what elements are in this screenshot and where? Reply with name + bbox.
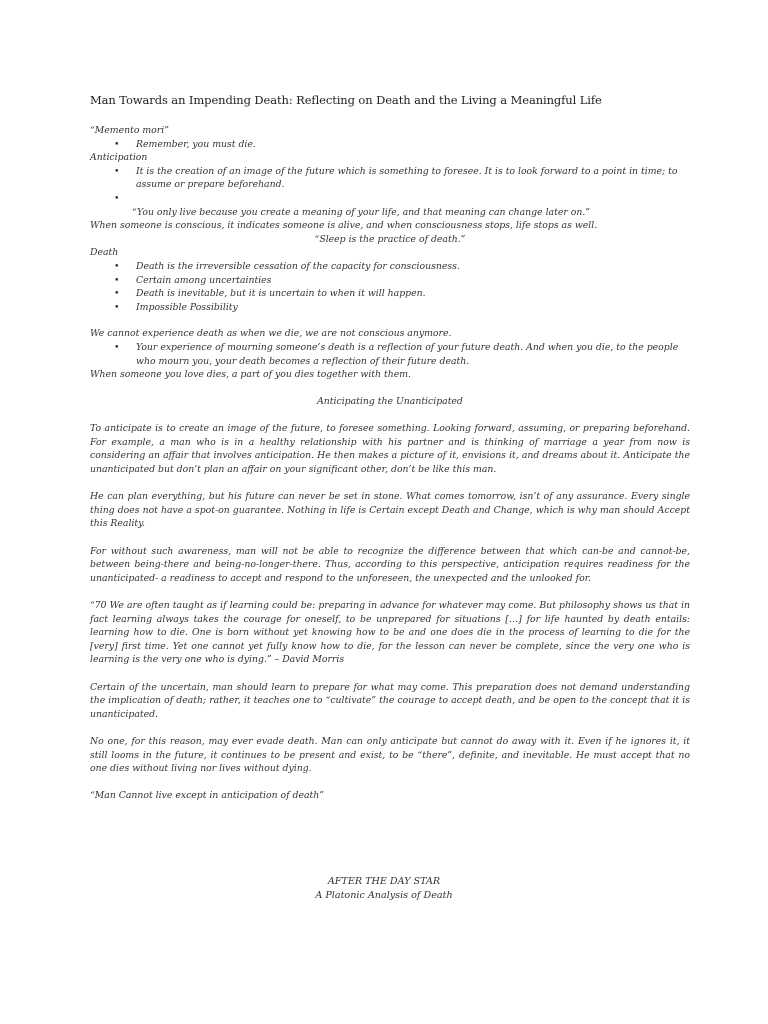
morris-quote-paragraph: “70 We are often taught as if learning could be: preparing in advance for whatever may come. But philosophy shows us that in fact learning always takes the courage for oneself, to be unprepared for situations […] for life haunted by death entails: learning how to die. One is born without yet knowing how to be and one does die in the process of learning to die for the [very] first time. Yet one cannot yet fully know how to die, for the lesson can never be complete, since the very one who is learning is the very one who is dying.” – David Morris: [90, 600, 690, 666]
paragraph: He can plan everything, but his future can never be set in stone. What comes tomorrow, isn’t of any assurance. Every single thing does not have a spot-on guarantee. Nothing in life is Certain except Death and Change, which is why man should Accept this Reality.: [90, 491, 690, 530]
document-title: Man Towards an Impending Death: Reflecting on Death and the Living a Meaningful Life: [90, 93, 602, 107]
anticipation-bullet: • It is the creation of an image of the future which is something to foresee. It is to look forward to a point in time; to assume or prepare beforehand.: [90, 165, 690, 192]
mourning-bullet: • Your experience of mourning someone’s death is a reflection of your future death. And when you die, to the people who mourn you, your death becomes a reflection of their future death.: [90, 341, 690, 368]
empty-bullet: [90, 192, 690, 206]
death-bullet-4: • Impossible Possibility: [90, 301, 690, 315]
section-heading: Anticipating the Unanticipated: [317, 395, 463, 407]
footer-subtitle: A Platonic Analysis of Death: [315, 889, 453, 901]
paragraph: No one, for this reason, may ever evade death. Man can only anticipate but cannot do away with it. Even if he ignores it, it still looms in the future, it continues to be present and exist, to be “there”, definite, and inevitable. He must accept that no one dies without living nor lives without dying.: [90, 735, 690, 775]
closing-quote: “Man Cannot live except in anticipation of death”: [90, 790, 324, 802]
paragraph: Certain of the uncertain, man should learn to prepare for what may come. This preparation does not demand understanding the implication of death; rather, it teaches one to “cultivate” the courage to accept death, and be open to the concept that it is unanticipated.: [90, 681, 690, 720]
death-bullet-2: • Certain among uncertainties: [90, 274, 690, 288]
death-bullet-1: • Death is the irreversible cessation of the capacity for consciousness.: [90, 260, 690, 274]
paragraph: For without such awareness, man will not be able to recognize the difference between that which can-be and cannot-be, between being-there and being-no-longer-there. Thus, according to this perspective, anticipation requires readiness for the unanticipated- a readiness to accept and respond to the unforeseen, the unexpected and the unlooked for.: [90, 545, 690, 584]
footer-title: AFTER THE DAY STAR: [327, 876, 441, 887]
memento-bullet: • Remember, you must die.: [90, 138, 690, 152]
footer: [0, 875, 768, 902]
death-label: Death: [90, 247, 119, 259]
death-line-1: We cannot experience death as when we die, we are not conscious anymore.: [90, 328, 452, 340]
death-line-2: When someone you love dies, a part of you dies together with them.: [90, 369, 411, 381]
anticipation-label: Anticipation: [90, 152, 148, 164]
document-body: [90, 124, 690, 817]
death-bullet-3: • Death is inevitable, but it is uncertain to when it will happen.: [90, 287, 690, 301]
anticipation-quote: “You only live because you create a meaning of your life, and that meaning can change later on.”: [132, 206, 591, 218]
memento-label: “Memento mori”: [90, 125, 169, 136]
sleep-quote: “Sleep is the practice of death.”: [314, 233, 466, 245]
consciousness-line: When someone is conscious, it indicates someone is alive, and when consciousness stops, life stops as well.: [90, 220, 598, 232]
paragraph: To anticipate is to create an image of the future, to foresee something. Looking forward, assuming, or preparing beforehand. For example, a man who is in a healthy relationship with his partner and is thinking of marriage a year from now is considering an affair that involves anticipation. He then makes a picture of it, envisions it, and dreams about it. Anticipate the unanticipated but don’t plan an affair on your significant other, don’t be like this man.: [90, 423, 690, 476]
